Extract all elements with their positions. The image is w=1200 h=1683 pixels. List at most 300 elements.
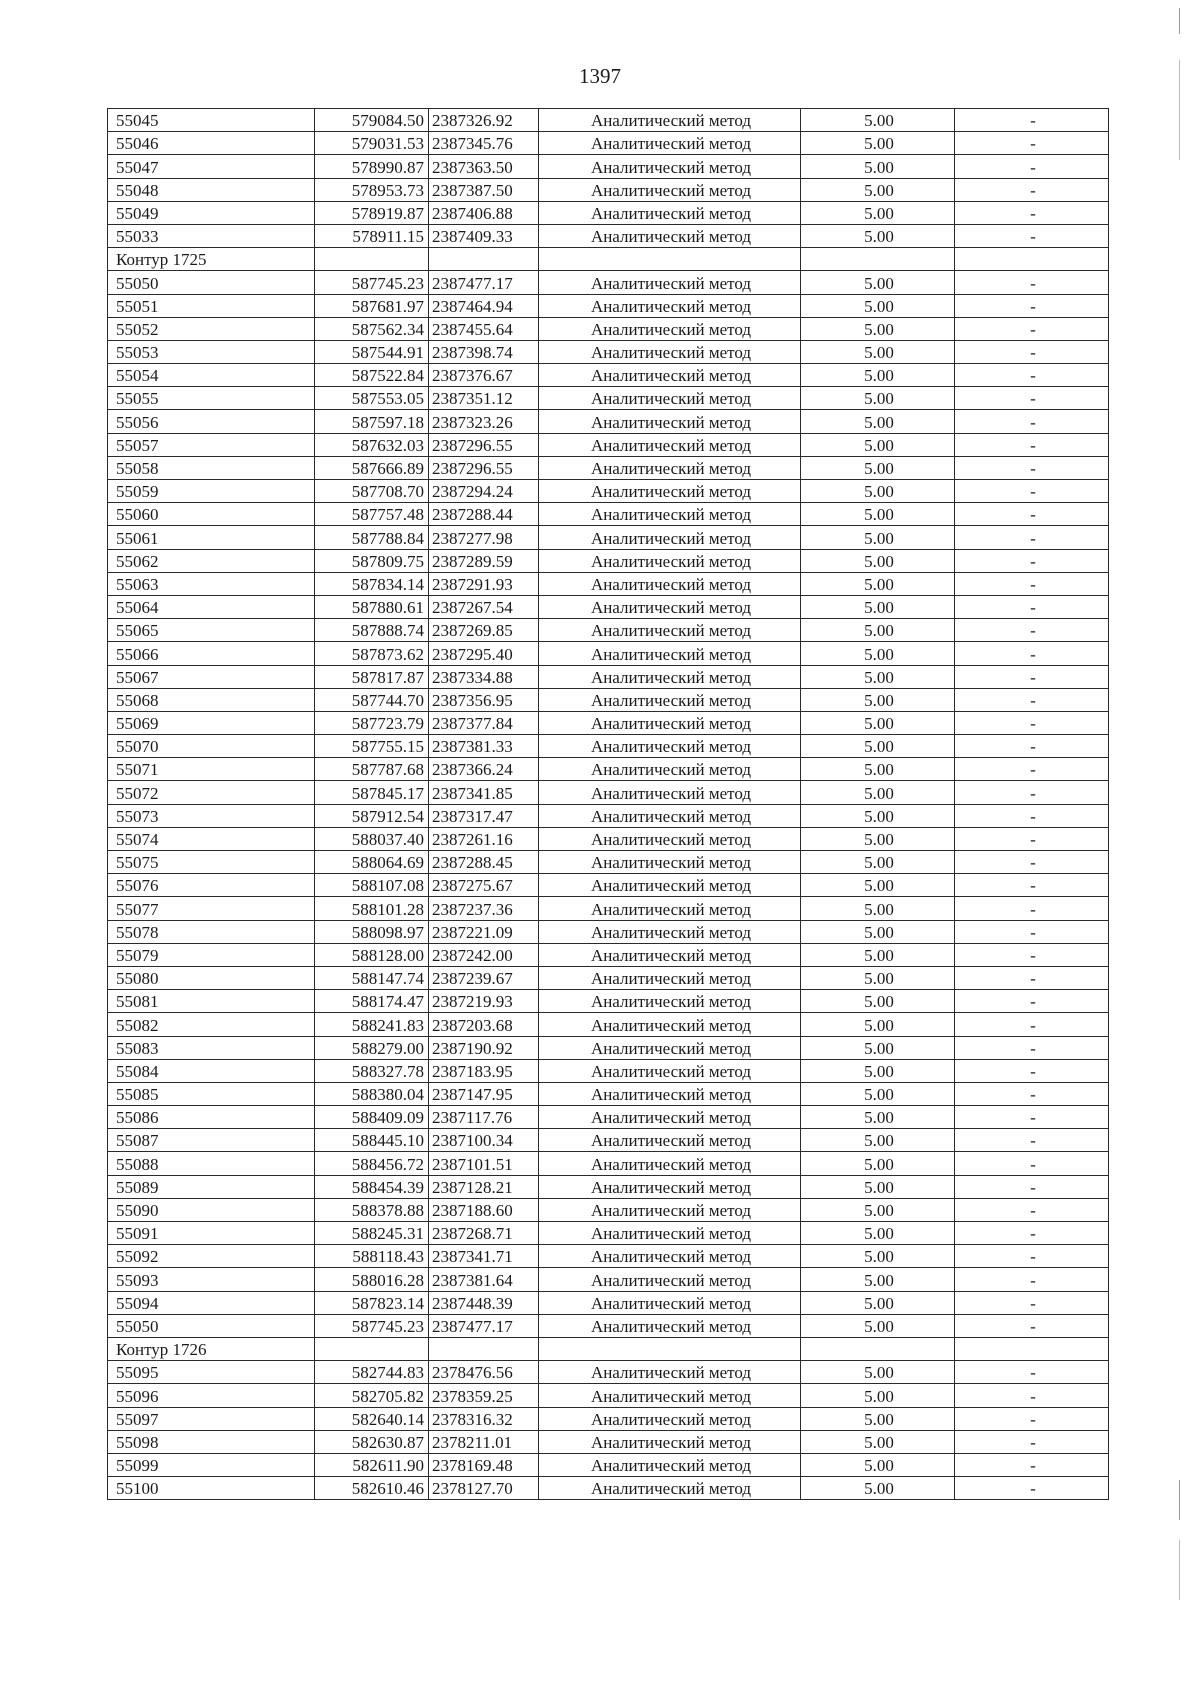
- method-cell: Аналитический метод: [539, 595, 801, 618]
- scan-edge-mark: [1179, 1540, 1180, 1600]
- x-coordinate-cell: 588456.72: [315, 1152, 429, 1175]
- error-cell: 5.00: [801, 851, 955, 874]
- y-coordinate-cell: 2387291.93: [429, 572, 539, 595]
- method-cell: Аналитический метод: [539, 155, 801, 178]
- page-number: 1397: [579, 64, 621, 88]
- point-id-cell: 55098: [108, 1430, 315, 1453]
- point-id-cell: 55055: [108, 387, 315, 410]
- y-coordinate-cell: 2387356.95: [429, 688, 539, 711]
- error-cell: 5.00: [801, 781, 955, 804]
- y-coordinate-cell: 2387237.36: [429, 897, 539, 920]
- x-coordinate-cell: 588064.69: [315, 851, 429, 874]
- note-cell: -: [955, 874, 1109, 897]
- table-row: [108, 364, 1109, 387]
- point-id-cell: 55047: [108, 155, 315, 178]
- error-cell: 5.00: [801, 1222, 955, 1245]
- point-id-cell: 55081: [108, 990, 315, 1013]
- point-id-cell: 55080: [108, 966, 315, 989]
- table-row: [108, 1013, 1109, 1036]
- table-row: [108, 1222, 1109, 1245]
- x-coordinate-cell: 587880.61: [315, 595, 429, 618]
- method-cell: Аналитический метод: [539, 1036, 801, 1059]
- table-row: [108, 410, 1109, 433]
- note-cell: -: [955, 1407, 1109, 1430]
- x-coordinate-cell: 588118.43: [315, 1245, 429, 1268]
- method-cell: Аналитический метод: [539, 897, 801, 920]
- error-cell: 5.00: [801, 1013, 955, 1036]
- table-row: [108, 340, 1109, 363]
- error-cell: 5.00: [801, 317, 955, 340]
- x-coordinate-cell: 588101.28: [315, 897, 429, 920]
- y-coordinate-cell: 2387381.33: [429, 735, 539, 758]
- note-cell: -: [955, 1082, 1109, 1105]
- method-cell: Аналитический метод: [539, 1268, 801, 1291]
- table-row: [108, 711, 1109, 734]
- y-coordinate-cell: 2387351.12: [429, 387, 539, 410]
- error-cell: 5.00: [801, 1314, 955, 1337]
- table-row: [108, 920, 1109, 943]
- x-coordinate-cell: 588098.97: [315, 920, 429, 943]
- error-cell: 5.00: [801, 1175, 955, 1198]
- note-cell: -: [955, 1291, 1109, 1314]
- point-id-cell: 55050: [108, 1314, 315, 1337]
- x-coordinate-cell: 588174.47: [315, 990, 429, 1013]
- note-cell: -: [955, 271, 1109, 294]
- y-coordinate-cell: 2387203.68: [429, 1013, 539, 1036]
- note-cell: -: [955, 1013, 1109, 1036]
- x-coordinate-cell: 587755.15: [315, 735, 429, 758]
- point-id-cell: 55057: [108, 433, 315, 456]
- y-coordinate-cell: 2387147.95: [429, 1082, 539, 1105]
- method-cell: Аналитический метод: [539, 224, 801, 247]
- table-row: [108, 804, 1109, 827]
- note-cell: -: [955, 1036, 1109, 1059]
- contour-label: Контур 1726: [108, 1337, 315, 1360]
- method-cell: Аналитический метод: [539, 1059, 801, 1082]
- point-id-cell: 55066: [108, 642, 315, 665]
- y-coordinate-cell: 2387345.76: [429, 132, 539, 155]
- y-coordinate-cell: 2387219.93: [429, 990, 539, 1013]
- method-cell: Аналитический метод: [539, 364, 801, 387]
- error-cell: 5.00: [801, 1106, 955, 1129]
- y-coordinate-cell: 2387267.54: [429, 595, 539, 618]
- x-coordinate-cell: 588409.09: [315, 1106, 429, 1129]
- x-coordinate-cell: 587845.17: [315, 781, 429, 804]
- error-cell: 5.00: [801, 1384, 955, 1407]
- point-id-cell: 55100: [108, 1477, 315, 1500]
- point-id-cell: 55071: [108, 758, 315, 781]
- scan-edge-mark: [1179, 8, 1180, 34]
- note-cell: -: [955, 711, 1109, 734]
- method-cell: Аналитический метод: [539, 317, 801, 340]
- note-cell: -: [955, 619, 1109, 642]
- error-cell: 5.00: [801, 340, 955, 363]
- error-cell: 5.00: [801, 155, 955, 178]
- error-cell: 5.00: [801, 178, 955, 201]
- note-cell: -: [955, 688, 1109, 711]
- y-coordinate-cell: 2387377.84: [429, 711, 539, 734]
- method-cell: Аналитический метод: [539, 711, 801, 734]
- method-cell: Аналитический метод: [539, 1082, 801, 1105]
- note-cell: -: [955, 317, 1109, 340]
- table-row: [108, 178, 1109, 201]
- x-coordinate-cell: 587888.74: [315, 619, 429, 642]
- method-cell: Аналитический метод: [539, 1291, 801, 1314]
- method-cell: Аналитический метод: [539, 572, 801, 595]
- y-coordinate-cell: 2378169.48: [429, 1453, 539, 1476]
- method-cell: Аналитический метод: [539, 781, 801, 804]
- error-cell: 5.00: [801, 827, 955, 850]
- y-coordinate-cell: 2387294.24: [429, 480, 539, 503]
- method-cell: Аналитический метод: [539, 1013, 801, 1036]
- point-id-cell: 55084: [108, 1059, 315, 1082]
- error-cell: 5.00: [801, 642, 955, 665]
- table-row: [108, 897, 1109, 920]
- table-row: [108, 1430, 1109, 1453]
- y-coordinate-cell: 2387366.24: [429, 758, 539, 781]
- method-cell: Аналитический метод: [539, 851, 801, 874]
- note-cell: -: [955, 851, 1109, 874]
- error-cell: 5.00: [801, 966, 955, 989]
- error-cell: 5.00: [801, 456, 955, 479]
- method-cell: Аналитический метод: [539, 1198, 801, 1221]
- y-coordinate-cell: 2387239.67: [429, 966, 539, 989]
- y-coordinate-cell: 2387128.21: [429, 1175, 539, 1198]
- error-cell: 5.00: [801, 433, 955, 456]
- note-cell: -: [955, 387, 1109, 410]
- point-id-cell: 55089: [108, 1175, 315, 1198]
- table-row: [108, 224, 1109, 247]
- note-cell: -: [955, 920, 1109, 943]
- note-cell: -: [955, 804, 1109, 827]
- note-cell: -: [955, 1222, 1109, 1245]
- error-cell: 5.00: [801, 1082, 955, 1105]
- table-row: [108, 1036, 1109, 1059]
- error-cell: 5.00: [801, 224, 955, 247]
- error-cell: 5.00: [801, 503, 955, 526]
- error-cell: 5.00: [801, 549, 955, 572]
- empty-cell: [801, 1337, 955, 1360]
- note-cell: -: [955, 1477, 1109, 1500]
- error-cell: 5.00: [801, 1361, 955, 1384]
- y-coordinate-cell: 2387183.95: [429, 1059, 539, 1082]
- y-coordinate-cell: 2387289.59: [429, 549, 539, 572]
- method-cell: Аналитический метод: [539, 1477, 801, 1500]
- error-cell: 5.00: [801, 364, 955, 387]
- y-coordinate-cell: 2387296.55: [429, 456, 539, 479]
- y-coordinate-cell: 2387341.71: [429, 1245, 539, 1268]
- x-coordinate-cell: 588279.00: [315, 1036, 429, 1059]
- error-cell: 5.00: [801, 271, 955, 294]
- y-coordinate-cell: 2387275.67: [429, 874, 539, 897]
- error-cell: 5.00: [801, 387, 955, 410]
- note-cell: -: [955, 990, 1109, 1013]
- point-id-cell: 55076: [108, 874, 315, 897]
- y-coordinate-cell: 2387409.33: [429, 224, 539, 247]
- method-cell: Аналитический метод: [539, 549, 801, 572]
- table-row: [108, 1361, 1109, 1384]
- table-row: [108, 1082, 1109, 1105]
- point-id-cell: 55087: [108, 1129, 315, 1152]
- note-cell: -: [955, 1245, 1109, 1268]
- y-coordinate-cell: 2387100.34: [429, 1129, 539, 1152]
- point-id-cell: 55049: [108, 201, 315, 224]
- error-cell: 5.00: [801, 410, 955, 433]
- empty-cell: [539, 1337, 801, 1360]
- x-coordinate-cell: 587723.79: [315, 711, 429, 734]
- y-coordinate-cell: 2387455.64: [429, 317, 539, 340]
- method-cell: Аналитический метод: [539, 990, 801, 1013]
- method-cell: Аналитический метод: [539, 480, 801, 503]
- point-id-cell: 55045: [108, 109, 315, 132]
- x-coordinate-cell: 588454.39: [315, 1175, 429, 1198]
- note-cell: -: [955, 781, 1109, 804]
- y-coordinate-cell: 2387269.85: [429, 619, 539, 642]
- note-cell: -: [955, 1129, 1109, 1152]
- x-coordinate-cell: 587873.62: [315, 642, 429, 665]
- point-id-cell: 55075: [108, 851, 315, 874]
- note-cell: -: [955, 1152, 1109, 1175]
- error-cell: 5.00: [801, 665, 955, 688]
- method-cell: Аналитический метод: [539, 503, 801, 526]
- x-coordinate-cell: 588445.10: [315, 1129, 429, 1152]
- method-cell: Аналитический метод: [539, 804, 801, 827]
- x-coordinate-cell: 582610.46: [315, 1477, 429, 1500]
- table-row: [108, 1152, 1109, 1175]
- x-coordinate-cell: 582640.14: [315, 1407, 429, 1430]
- x-coordinate-cell: 588037.40: [315, 827, 429, 850]
- method-cell: Аналитический метод: [539, 294, 801, 317]
- note-cell: -: [955, 1059, 1109, 1082]
- point-id-cell: 55090: [108, 1198, 315, 1221]
- error-cell: 5.00: [801, 526, 955, 549]
- error-cell: 5.00: [801, 1477, 955, 1500]
- note-cell: -: [955, 735, 1109, 758]
- point-id-cell: 55068: [108, 688, 315, 711]
- point-id-cell: 55097: [108, 1407, 315, 1430]
- point-id-cell: 55079: [108, 943, 315, 966]
- y-coordinate-cell: 2387477.17: [429, 271, 539, 294]
- point-id-cell: 55067: [108, 665, 315, 688]
- error-cell: 5.00: [801, 572, 955, 595]
- x-coordinate-cell: 587666.89: [315, 456, 429, 479]
- table-row: [108, 1384, 1109, 1407]
- y-coordinate-cell: 2387406.88: [429, 201, 539, 224]
- point-id-cell: 55053: [108, 340, 315, 363]
- note-cell: -: [955, 178, 1109, 201]
- point-id-cell: 55054: [108, 364, 315, 387]
- method-cell: Аналитический метод: [539, 132, 801, 155]
- point-id-cell: 55093: [108, 1268, 315, 1291]
- method-cell: Аналитический метод: [539, 966, 801, 989]
- method-cell: Аналитический метод: [539, 920, 801, 943]
- y-coordinate-cell: 2387268.71: [429, 1222, 539, 1245]
- point-id-cell: 55074: [108, 827, 315, 850]
- point-id-cell: 55077: [108, 897, 315, 920]
- method-cell: Аналитический метод: [539, 642, 801, 665]
- note-cell: -: [955, 364, 1109, 387]
- point-id-cell: 55083: [108, 1036, 315, 1059]
- table-row: [108, 526, 1109, 549]
- y-coordinate-cell: 2387363.50: [429, 155, 539, 178]
- empty-cell: [315, 248, 429, 271]
- table-row: [108, 456, 1109, 479]
- point-id-cell: 55046: [108, 132, 315, 155]
- point-id-cell: 55085: [108, 1082, 315, 1105]
- y-coordinate-cell: 2387117.76: [429, 1106, 539, 1129]
- table-row: [108, 155, 1109, 178]
- table-row: [108, 642, 1109, 665]
- y-coordinate-cell: 2387477.17: [429, 1314, 539, 1337]
- point-id-cell: 55056: [108, 410, 315, 433]
- y-coordinate-cell: 2387221.09: [429, 920, 539, 943]
- point-id-cell: 55072: [108, 781, 315, 804]
- table-row: [108, 874, 1109, 897]
- method-cell: Аналитический метод: [539, 271, 801, 294]
- x-coordinate-cell: 587553.05: [315, 387, 429, 410]
- error-cell: 5.00: [801, 874, 955, 897]
- error-cell: 5.00: [801, 201, 955, 224]
- x-coordinate-cell: 587708.70: [315, 480, 429, 503]
- note-cell: -: [955, 758, 1109, 781]
- note-cell: -: [955, 1198, 1109, 1221]
- error-cell: 5.00: [801, 735, 955, 758]
- error-cell: 5.00: [801, 943, 955, 966]
- table-row: [108, 433, 1109, 456]
- y-coordinate-cell: 2387288.45: [429, 851, 539, 874]
- y-coordinate-cell: 2387398.74: [429, 340, 539, 363]
- method-cell: Аналитический метод: [539, 201, 801, 224]
- x-coordinate-cell: 588241.83: [315, 1013, 429, 1036]
- empty-cell: [429, 248, 539, 271]
- note-cell: -: [955, 480, 1109, 503]
- y-coordinate-cell: 2387334.88: [429, 665, 539, 688]
- note-cell: -: [955, 1314, 1109, 1337]
- x-coordinate-cell: 587787.68: [315, 758, 429, 781]
- error-cell: 5.00: [801, 1245, 955, 1268]
- note-cell: -: [955, 595, 1109, 618]
- method-cell: Аналитический метод: [539, 1175, 801, 1198]
- table-row: [108, 851, 1109, 874]
- method-cell: Аналитический метод: [539, 1152, 801, 1175]
- y-coordinate-cell: 2387242.00: [429, 943, 539, 966]
- error-cell: 5.00: [801, 1129, 955, 1152]
- error-cell: 5.00: [801, 109, 955, 132]
- point-id-cell: 55082: [108, 1013, 315, 1036]
- note-cell: -: [955, 1384, 1109, 1407]
- x-coordinate-cell: 587544.91: [315, 340, 429, 363]
- x-coordinate-cell: 587632.03: [315, 433, 429, 456]
- empty-cell: [955, 1337, 1109, 1360]
- y-coordinate-cell: 2378127.70: [429, 1477, 539, 1500]
- point-id-cell: 55095: [108, 1361, 315, 1384]
- table-row: [108, 572, 1109, 595]
- method-cell: Аналитический метод: [539, 1453, 801, 1476]
- method-cell: Аналитический метод: [539, 758, 801, 781]
- x-coordinate-cell: 588016.28: [315, 1268, 429, 1291]
- note-cell: -: [955, 1430, 1109, 1453]
- note-cell: -: [955, 132, 1109, 155]
- point-id-cell: 55062: [108, 549, 315, 572]
- note-cell: -: [955, 897, 1109, 920]
- x-coordinate-cell: 587757.48: [315, 503, 429, 526]
- empty-cell: [955, 248, 1109, 271]
- point-id-cell: 55059: [108, 480, 315, 503]
- table-row: [108, 966, 1109, 989]
- table-row: [108, 1106, 1109, 1129]
- x-coordinate-cell: 587745.23: [315, 271, 429, 294]
- point-id-cell: 55058: [108, 456, 315, 479]
- point-id-cell: 55086: [108, 1106, 315, 1129]
- table-row: [108, 271, 1109, 294]
- table-row: [108, 1198, 1109, 1221]
- contour-header-row: [108, 1337, 1109, 1360]
- x-coordinate-cell: 578911.15: [315, 224, 429, 247]
- note-cell: -: [955, 294, 1109, 317]
- table-row: [108, 1268, 1109, 1291]
- error-cell: 5.00: [801, 619, 955, 642]
- point-id-cell: 55091: [108, 1222, 315, 1245]
- error-cell: 5.00: [801, 758, 955, 781]
- note-cell: -: [955, 966, 1109, 989]
- table-row: [108, 109, 1109, 132]
- point-id-cell: 55065: [108, 619, 315, 642]
- error-cell: 5.00: [801, 1198, 955, 1221]
- table-row: [108, 1245, 1109, 1268]
- x-coordinate-cell: 588107.08: [315, 874, 429, 897]
- y-coordinate-cell: 2387341.85: [429, 781, 539, 804]
- note-cell: -: [955, 155, 1109, 178]
- error-cell: 5.00: [801, 1059, 955, 1082]
- x-coordinate-cell: 582744.83: [315, 1361, 429, 1384]
- point-id-cell: 55073: [108, 804, 315, 827]
- table-row: [108, 132, 1109, 155]
- point-id-cell: 55094: [108, 1291, 315, 1314]
- x-coordinate-cell: 588147.74: [315, 966, 429, 989]
- x-coordinate-cell: 588128.00: [315, 943, 429, 966]
- method-cell: Аналитический метод: [539, 943, 801, 966]
- x-coordinate-cell: 579084.50: [315, 109, 429, 132]
- note-cell: -: [955, 549, 1109, 572]
- empty-cell: [801, 248, 955, 271]
- error-cell: 5.00: [801, 294, 955, 317]
- x-coordinate-cell: 587522.84: [315, 364, 429, 387]
- y-coordinate-cell: 2387296.55: [429, 433, 539, 456]
- y-coordinate-cell: 2387387.50: [429, 178, 539, 201]
- scan-edge-mark: [1179, 1480, 1180, 1520]
- error-cell: 5.00: [801, 688, 955, 711]
- x-coordinate-cell: 587809.75: [315, 549, 429, 572]
- point-id-cell: 55052: [108, 317, 315, 340]
- error-cell: 5.00: [801, 804, 955, 827]
- point-id-cell: 55060: [108, 503, 315, 526]
- y-coordinate-cell: 2387317.47: [429, 804, 539, 827]
- point-id-cell: 55064: [108, 595, 315, 618]
- note-cell: -: [955, 503, 1109, 526]
- note-cell: -: [955, 1106, 1109, 1129]
- error-cell: 5.00: [801, 1268, 955, 1291]
- table-row: [108, 990, 1109, 1013]
- method-cell: Аналитический метод: [539, 1361, 801, 1384]
- table-row: [108, 201, 1109, 224]
- x-coordinate-cell: 587834.14: [315, 572, 429, 595]
- note-cell: -: [955, 665, 1109, 688]
- y-coordinate-cell: 2387295.40: [429, 642, 539, 665]
- table-row: [108, 1453, 1109, 1476]
- table-row: [108, 1291, 1109, 1314]
- method-cell: Аналитический метод: [539, 665, 801, 688]
- note-cell: -: [955, 572, 1109, 595]
